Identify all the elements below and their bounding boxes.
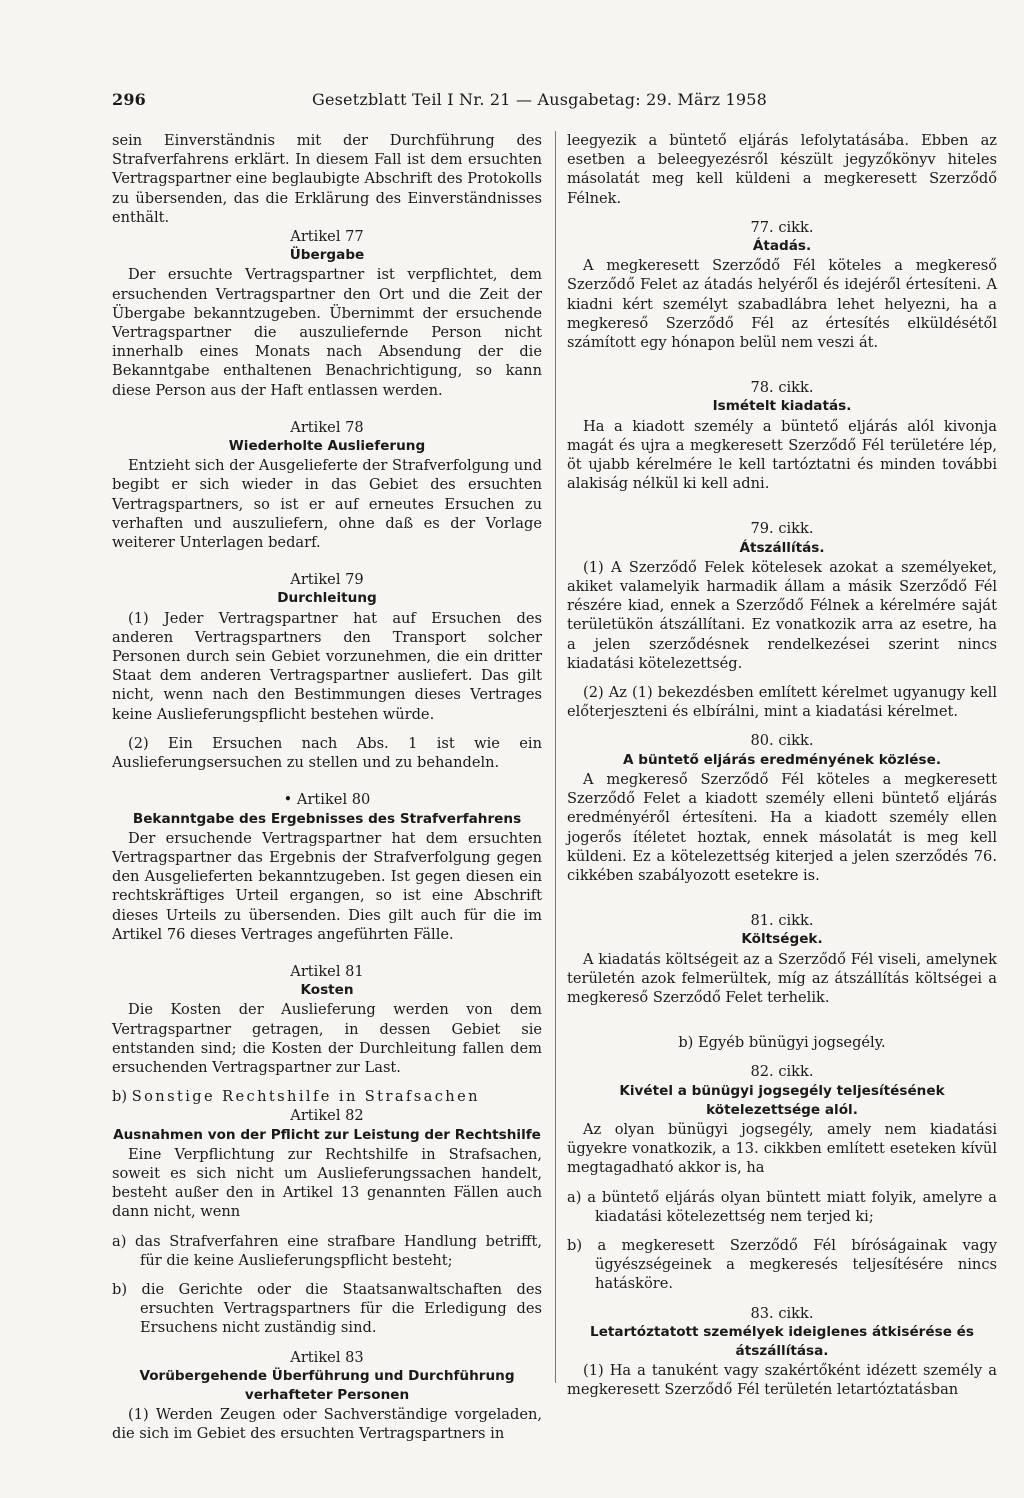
paragraph: A megkeresett Szerződő Fél köteles a megkereső Szerződő Felet az átadás helyéről és idejéről értesíteni. A kiadni kért személyt szabadlábra lehet helyezni, ha a megkereső Szerződő Fél az értesítés elküldésétől számított egy hónapon belül nem veszi át.: [567, 257, 997, 352]
paragraph: Eine Verpflichtung zur Rechtshilfe in Strafsachen, soweit es sich nicht um Auslieferungssachen handelt, besteht außer den in Artikel 13 genannten Fällen auch dann nicht, wenn: [112, 1145, 542, 1221]
section-prefix: b): [112, 1088, 132, 1106]
article-heading: 79. cikk.: [750, 520, 814, 538]
gazette-title: Gesetzblatt Teil I Nr. 21 — Ausgabetag: 29. März 1958: [312, 90, 768, 109]
article-heading: Artikel 82: [290, 1107, 364, 1125]
article-title: Átadás.: [752, 238, 812, 255]
paragraph: A megkereső Szerződő Fél köteles a megkeresett Szerződő Felet a kiadott személy elleni büntető eljárás eredményéről értesíteni. Ha a kiadott személy ellen jogerős ítéletet hoztak, ennek másolatát is meg kell küldeni. Ez a kötelezettség kiterjed a jelen szerződés 76. cikkében szabályozott esetekre is.: [567, 770, 997, 884]
paragraph: leegyezik a büntető eljárás lefolytatásába. Ebben az esetben a beleegyezésről készült jegyzőkönyv hiteles másolatát meg kell küldeni a megkeresett Szerződő Félnek.: [567, 132, 997, 207]
article-title: Kivétel a bünügyi jogsegély teljesítésének kötelezettsége alól.: [619, 1082, 945, 1118]
paragraph: Az olyan bünügyi jogsegély, amely nem kiadatási ügyekre vonatkozik, a 13. cikkben említett eseteken kívül megtagadható akkor is, ha: [567, 1120, 997, 1177]
list-item: a) das Strafverfahren eine strafbare Handlung betrifft, für die keine Auslieferungspflicht besteht;: [112, 1232, 542, 1269]
list-item: b) a megkeresett Szerződő Fél bíróságainak vagy ügyészségeinek a megkeresés teljesítésére nincs hatásköre.: [567, 1236, 997, 1293]
section-heading: b) Egyéb bünügyi jogsegély.: [678, 1034, 886, 1052]
section-title: Sonstige Rechtshilfe in Strafsachen: [131, 1088, 480, 1106]
paragraph: Der ersuchte Vertragspartner ist verpflichtet, dem ersuchenden Vertragspartner den Ort und die Zeit der Übergabe bekanntzugeben. Übernimmt der ersuchende Vertragspartner die auszuliefernde Person nicht innerhalb eines Monats nach Absendung der die Bekanntgabe enthaltenen Benachrichtigung, so kann diese Person aus der Haft entlassen werden.: [112, 266, 542, 399]
column-divider: [555, 131, 556, 1383]
article-title: Letartóztatott személyek ideiglenes átkisérése és átszállítása.: [590, 1323, 974, 1359]
article-title: Ismételt kiadatás.: [712, 398, 852, 415]
article-heading: Artikel 81: [290, 962, 364, 980]
article-heading: 81. cikk.: [750, 912, 814, 930]
paragraph: (1) Werden Zeugen oder Sachverständige vorgeladen, die sich im Gebiet des ersuchten Vertragspartners in: [112, 1406, 542, 1443]
article-heading: 82. cikk.: [750, 1063, 814, 1081]
list-item: a) a büntető eljárás olyan büntett miatt folyik, amelyre a kiadatási kötelezettség nem terjed ki;: [567, 1188, 997, 1225]
article-heading: 83. cikk.: [750, 1304, 814, 1322]
article-title: Wiederholte Auslieferung: [228, 438, 426, 455]
paragraph: Entzieht sich der Ausgelieferte der Strafverfolgung und begibt er sich wieder in das Gebiet des ersuchten Vertragspartners, so ist er auf erneutes Ersuchen zu verhaften und auszuliefern, ohne daß es der Vorlage weiterer Unterlagen bedarf.: [112, 457, 542, 552]
german-column: [112, 131, 542, 1444]
page-header: [112, 90, 1004, 114]
paragraph: sein Einverständnis mit der Durchführung des Strafverfahrens erklärt. In diesem Fall ist dem ersuchten Vertragspartner eine beglaubigte Abschrift des Protokolls zu übersenden, das die Erklärung des Einverständnisses enthält.: [112, 132, 542, 226]
article-title: Übergabe: [289, 247, 365, 264]
article-title: Ausnahmen von der Pflicht zur Leistung der Rechtshilfe: [113, 1126, 541, 1143]
page-number: 296: [112, 90, 146, 109]
paragraph: Die Kosten der Auslieferung werden von dem Vertragspartner getragen, in dessen Gebiet sie entstanden sind; die Kosten der Durchleitung fallen dem ersuchenden Vertragspartner zur Last.: [112, 1001, 542, 1076]
article-title: Kosten: [300, 982, 354, 999]
paragraph: (1) Jeder Vertragspartner hat auf Ersuchen des anderen Vertragspartners den Transport solcher Personen durch sein Gebiet vorzunehmen, die ein dritter Staat dem anderen Vertragspartner ausliefert. Das gilt nicht, wenn nach den Bestimmungen dieses Vertrages keine Auslieferungspflicht bestehen würde.: [112, 609, 542, 723]
article-heading: • Artikel 80: [283, 791, 371, 809]
article-heading: Artikel 79: [290, 571, 364, 589]
paragraph: (2) Ein Ersuchen nach Abs. 1 ist wie ein Auslieferungsersuchen zu stellen und zu behandeln.: [112, 734, 542, 772]
article-heading: Artikel 77: [290, 228, 364, 246]
article-heading: Artikel 78: [290, 418, 364, 436]
article-heading: 78. cikk.: [750, 379, 814, 397]
section-heading: [112, 1087, 542, 1106]
article-title: Költségek.: [741, 931, 823, 948]
paragraph: (2) Az (1) bekezdésben említett kérelmet ugyanugy kell előterjeszteni és elbírálni, mint a kiadatási kérelmet.: [567, 684, 997, 721]
article-heading: 80. cikk.: [750, 732, 814, 750]
article-heading: Artikel 83: [290, 1348, 364, 1366]
hungarian-column: [567, 131, 997, 1400]
paragraph: Der ersuchende Vertragspartner hat dem ersuchten Vertragspartner das Ergebnis der Strafverfolgung gegen den Ausgelieferten bekanntzugeben. Ist gegen diesen ein rechtskräftiges Urteil ergangen, so ist eine Abschrift dieses Urteils zu übersenden. Dies gilt auch für die im Artikel 76 dieses Vertrages angeführten Fälle.: [112, 829, 542, 943]
article-title: Átszállítás.: [739, 539, 825, 556]
article-title: A büntető eljárás eredményének közlése.: [622, 751, 941, 768]
paragraph: (1) Ha a tanuként vagy szakértőként idézett személy a megkeresett Szerződő Fél területén letartóztatásban: [567, 1362, 997, 1399]
list-item: b) die Gerichte oder die Staatsanwaltschaften des ersuchten Vertragspartners für die Erledigung des Ersuchens nicht zuständig sind.: [112, 1280, 542, 1337]
paragraph: A kiadatás költségeit az a Szerződő Fél viseli, amelynek területén azok felmerültek, míg az átszállítás költségei a megkereső Szerződő Felet terhelik.: [567, 950, 997, 1006]
article-heading: 77. cikk.: [750, 218, 814, 236]
paragraph: Ha a kiadott személy a büntető eljárás alól kivonja magát és ujra a megkeresett Szerződő Fél területére lép, öt ujabb kérelmére le kell tartóztatni és minden további alakiság nélkül ki kell adni.: [567, 417, 997, 493]
article-title: Bekanntgabe des Ergebnisses des Strafverfahrens: [132, 810, 522, 827]
article-title: Vorübergehende Überführung und Durchführung verhafteter Personen: [139, 1367, 515, 1403]
article-title: Durchleitung: [277, 590, 377, 607]
paragraph: (1) A Szerződő Felek kötelesek azokat a személyeket, akiket valamelyik harmadik állam a másik Szerződő Fél részére kiad, ennek a Szerződő Félnek a kérelmére saját területükön átszállítani. Ez vonatkozik arra az esetre, ha a jelen szerződésnek rendelkezései szerint nincs kiadatási kötelezettség.: [567, 558, 997, 672]
